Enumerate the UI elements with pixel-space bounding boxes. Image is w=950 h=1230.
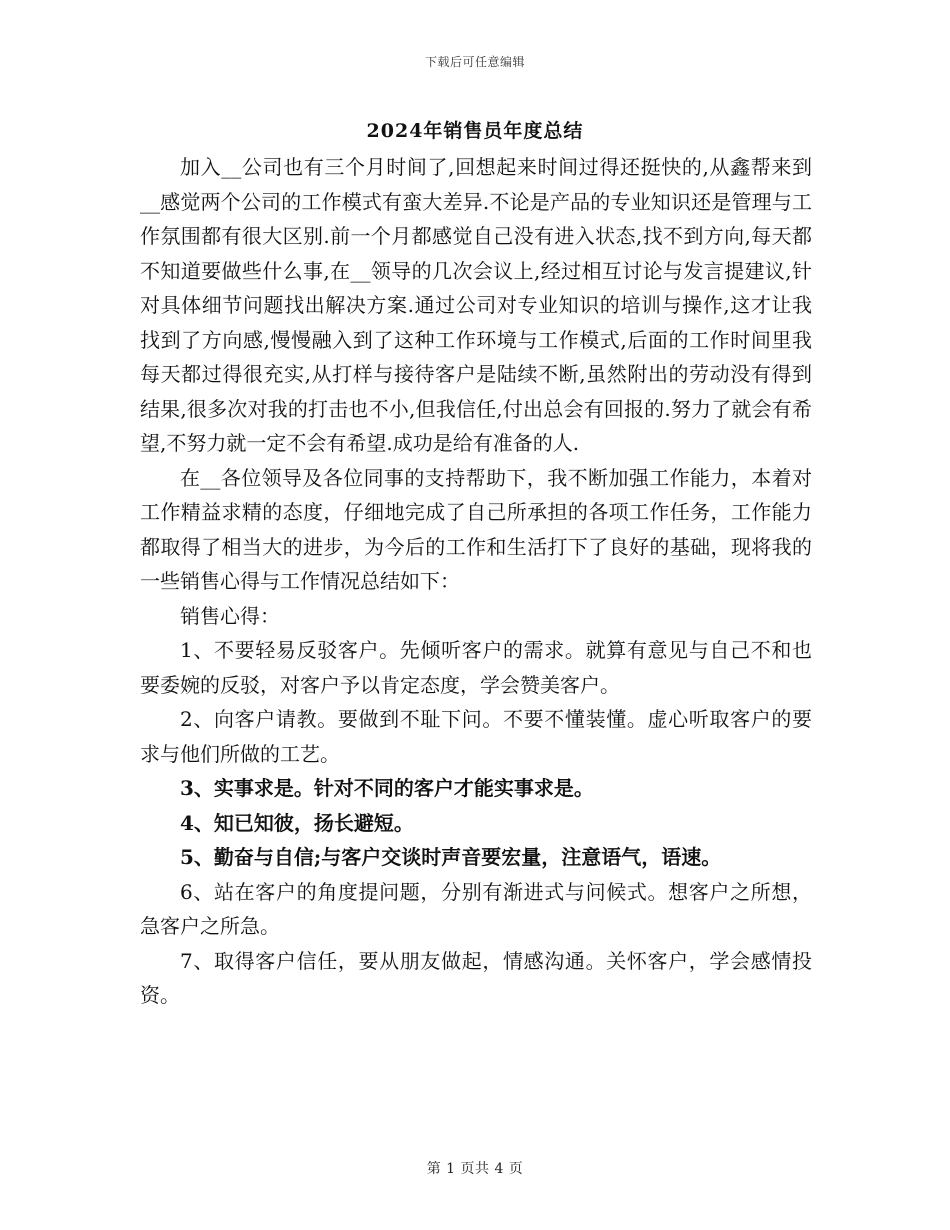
paragraph-intro: 加入__公司也有三个月时间了,回想起来时间过得还挺快的,从鑫帮来到__感觉两个公司的工作模式有蛮大差异.不论是产品的专业知识还是管理与工作氛围都有很大区别.前一个月都感觉自己没有进入状态,找不到方向,每天都不知道要做些什么事,在__领导的几次会议上,经过相互讨论与发言提建议,针对具体细节问题找出解决方案.通过公司对专业知识的培训与操作,这才让我找到了方向感,慢慢融入到了这种工作环境与工作模式,后面的工作时间里我每天都过得很充实,从打样与接待客户是陆续不断,虽然附出的劳动没有得到结果,很多次对我的打击也不小,但我信任,付出总会有回报的.努力了就会有希望,不努力就一定不会有希望.成功是给有准备的人. bbox=[140, 155, 812, 455]
document-body bbox=[140, 150, 812, 1013]
list-item-7: 7、取得客户信任，要从朋友做起，情感沟通。关怀客户，学会感情投资。 bbox=[140, 948, 812, 1007]
list-item-4: 4、知已知彼，扬长避短。 bbox=[180, 810, 414, 835]
page-number: 第 1 页共 4 页 bbox=[426, 1161, 524, 1177]
list-item-5: 5、勤奋与自信;与客户交谈时声音要宏量，注意语气，语速。 bbox=[180, 845, 722, 869]
list-item-3: 3、实事求是。针对不同的客户才能实事求是。 bbox=[180, 776, 594, 800]
paragraph-summary: 在__各位领导及各位同事的支持帮助下，我不断加强工作能力，本着对工作精益求精的态度，仔细地完成了自己所承担的各项工作任务，工作能力都取得了相当大的进步，为今后的工作和生活打下了良好的基础，现将我的一些销售心得与工作情况总结如下： bbox=[140, 465, 812, 593]
document-title: 2024年销售员年度总结 bbox=[366, 120, 584, 142]
list-item-6: 6、站在客户的角度提问题，分别有渐进式与问候式。想客户之所想，急客户之所急。 bbox=[140, 879, 812, 938]
header-note: 下载后可任意编辑 bbox=[424, 55, 525, 69]
list-item-1: 1、不要轻易反驳客户。先倾听客户的需求。就算有意见与自己不和也要委婉的反驳，对客户予以肯定态度，学会赞美客户。 bbox=[140, 638, 812, 697]
list-item-2: 2、向客户请教。要做到不耻下问。不要不懂装懂。虚心听取客户的要求与他们所做的工艺。 bbox=[140, 707, 812, 766]
section-heading-sales-experience: 销售心得： bbox=[180, 603, 280, 628]
